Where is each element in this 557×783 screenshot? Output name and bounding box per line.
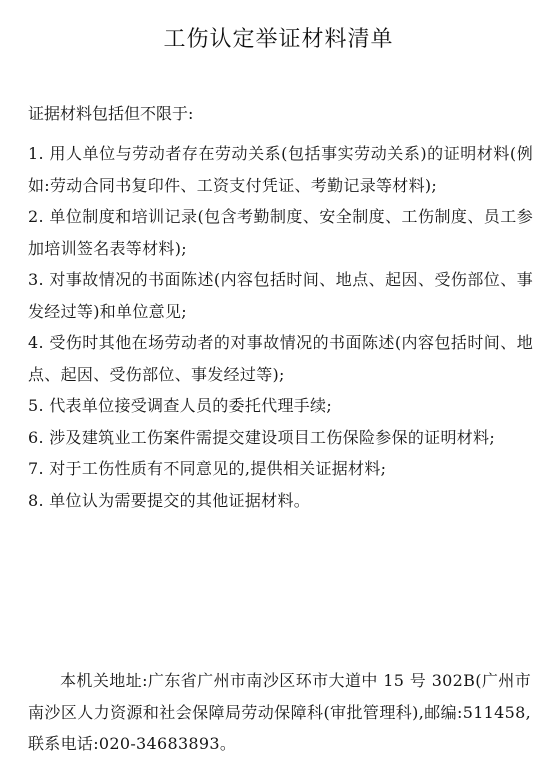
evidence-item-5: 5. 代表单位接受调查人员的委托代理手续; — [28, 396, 333, 415]
evidence-item-2: 2. 单位制度和培训记录(包含考勤制度、安全制度、工伤制度、员工参加培训签名表等材料); — [28, 207, 533, 258]
evidence-item-4: 4. 受伤时其他在场劳动者的对事故情况的书面陈述(内容包括时间、地点、起因、受伤部位、事发经过等); — [28, 333, 533, 384]
evidence-item-8: 8. 单位认为需要提交的其他证据材料。 — [28, 490, 311, 510]
evidence-item-6: 6. 涉及建筑业工伤案件需提交建设项目工伤保险参保的证明材料; — [28, 427, 496, 447]
evidence-item-1: 1. 用人单位与劳动者存在劳动关系(包括事实劳动关系)的证明材料(例如:劳动合同书复印件、工资支付凭证、考勤记录等材料); — [28, 144, 533, 195]
evidence-list — [28, 138, 533, 516]
evidence-item-7: 7. 对于工伤性质有不同意见的,提供相关证据材料; — [28, 459, 387, 478]
evidence-item-3: 3. 对事故情况的书面陈述(内容包括时间、地点、起因、受伤部位、事发经过等)和单位意见; — [28, 270, 533, 321]
intro-text: 证据材料包括但不限于: — [28, 104, 194, 123]
agency-address: 本机关地址:广东省广州市南沙区环市大道中 15 号 302B(广州市南沙区人力资源和社会保障局劳动保障科(审批管理科),邮编:511458,联系电话:020-34683893。 — [28, 671, 531, 753]
document-title: 工伤认定举证材料清单 — [163, 27, 394, 52]
